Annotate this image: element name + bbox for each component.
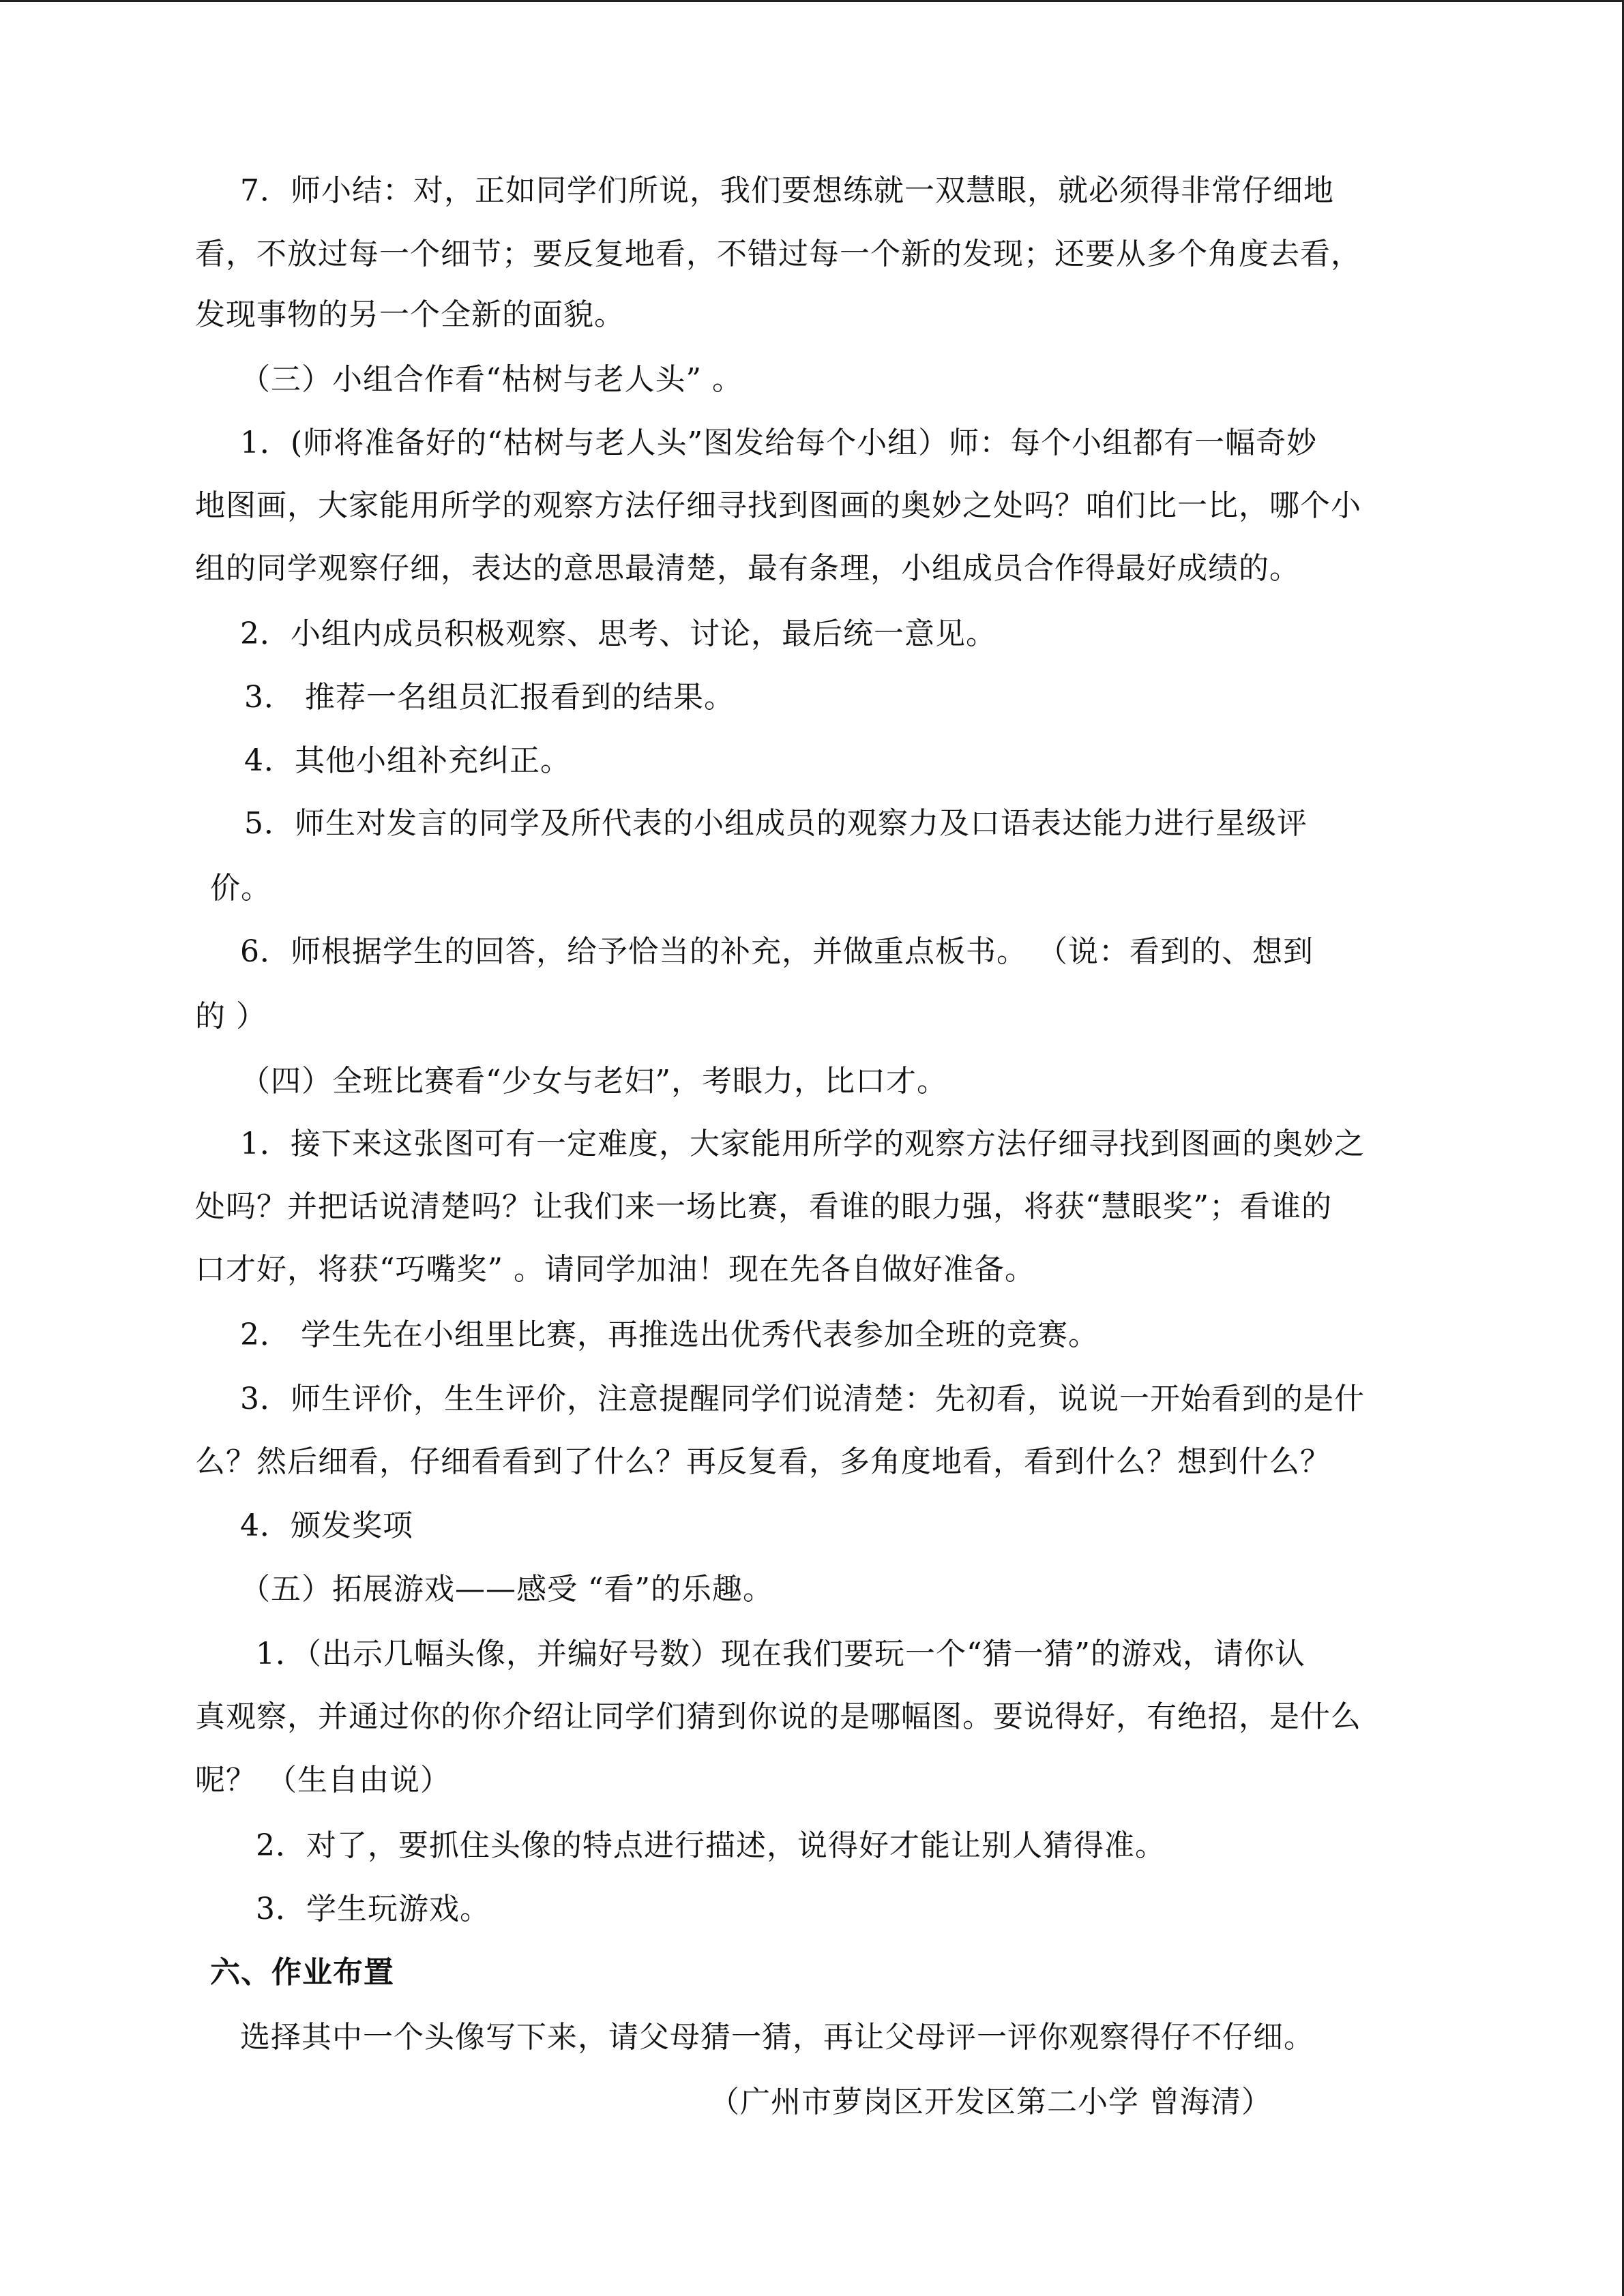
text-line: 发现事物的另一个全新的面貌。: [195, 297, 625, 332]
text-line: 4．颁发奖项: [240, 1508, 413, 1543]
homework-text: 选择其中一个头像写下来，请父母猜一猜，再让父母评一评你观察得仔不仔细。: [240, 2020, 1314, 2055]
text-line: 2． 学生先在小组里比赛，再推选出优秀代表参加全班的竞赛。: [240, 1317, 1099, 1352]
author-signature: （广州市萝岗区开发区第二小学 曾海清）: [709, 2085, 1272, 2119]
text-line: 3． 推荐一名组员汇报看到的结果。: [244, 680, 735, 715]
text-line: 呢？ （生自由说）: [195, 1763, 451, 1798]
text-line: 看，不放过每一个细节；要反复地看，不错过每一个新的发现；还要从多个角度去看，: [195, 237, 1361, 271]
text-line: 真观察，并通过你的你介绍让同学们猜到你说的是哪幅图。要说得好，有绝招，是什么: [195, 1699, 1361, 1734]
text-line: 3．师生评价，生生评价，注意提醒同学们说清楚：先初看，说说一开始看到的是什: [240, 1382, 1365, 1416]
section-heading: 六、作业布置: [210, 1955, 394, 1990]
text-line: 5．师生对发言的同学及所代表的小组成员的观察力及口语表达能力进行星级评: [244, 806, 1308, 841]
text-line: 处吗？并把话说清楚吗？让我们来一场比赛，看谁的眼力强，将获“慧眼奖”；看谁的: [195, 1189, 1332, 1224]
text-line: 1．(师将准备好的“枯树与老人头”图发给每个小组）师：每个小组都有一幅奇妙: [240, 426, 1318, 460]
top-border: [0, 0, 1624, 2]
text-line: 的 ）: [195, 999, 267, 1034]
text-line: 7．师小结：对，正如同学们所说，我们要想练就一双慧眼，就必须得非常仔细地: [240, 173, 1334, 208]
text-line: 组的同学观察仔细，表达的意思最清楚，最有条理，小组成员合作得最好成绩的。: [195, 551, 1300, 586]
text-line: 地图画，大家能用所学的观察方法仔细寻找到图画的奥妙之处吗？咱们比一比，哪个小: [195, 488, 1361, 523]
text-line: 么？然后细看，仔细看看到了什么？再反复看，多角度地看，看到什么？想到什么？: [195, 1444, 1331, 1479]
text-line: 口才好，将获“巧嘴奖” 。请同学加油！现在先各自做好准备。: [195, 1252, 1035, 1287]
text-line: 2．小组内成员积极观察、思考、讨论，最后统一意见。: [240, 616, 996, 651]
text-line: 1．（出示几幅头像，并编好号数）现在我们要玩一个“猜一猜”的游戏，请你认: [256, 1637, 1305, 1671]
subsection-heading: （四）全班比赛看“少女与老妇”，考眼力，比口才。: [240, 1064, 947, 1099]
subsection-heading: （五）拓展游戏——感受 “看”的乐趣。: [240, 1572, 773, 1607]
text-line: 1．接下来这张图可有一定难度，大家能用所学的观察方法仔细寻找到图画的奥妙之: [240, 1127, 1365, 1161]
text-line: 2．对了，要抓住头像的特点进行描述，说得好才能让别人猜得准。: [256, 1828, 1166, 1863]
text-line: 价。: [210, 871, 271, 906]
text-line: 6．师根据学生的回答，给予恰当的补充，并做重点板书。 （说：看到的、想到: [240, 934, 1314, 969]
subsection-heading: （三）小组合作看“枯树与老人头” 。: [240, 362, 743, 397]
text-line: 4．其他小组补充纠正。: [244, 743, 571, 778]
text-line: 3．学生玩游戏。: [256, 1892, 490, 1926]
